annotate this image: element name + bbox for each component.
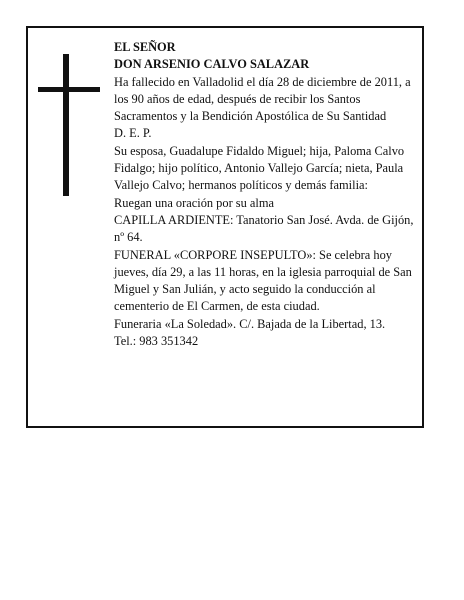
chapel-info: CAPILLA ARDIENTE: Tanatorio San José. Avda. de Gijón, nº 64. (114, 212, 414, 245)
heading-title: EL SEÑOR (114, 40, 176, 54)
rip-text: D. E. P. (114, 126, 152, 141)
death-announcement: Ha fallecido en Valladolid el día 28 de diciembre de 2011, a los 90 años de edad, después de recibir los Santos Sacramentos y la Bendición Apostólica de Su Santidad (114, 74, 411, 124)
funeral-home-info: Funeraria «La Soledad». C/. Bajada de la Libertad, 13. (114, 316, 386, 331)
deceased-name: DON ARSENIO CALVO SALAZAR (114, 57, 310, 72)
prayer-request: Ruegan una oración por su alma (114, 195, 274, 210)
funeral-info: FUNERAL «CORPORE INSEPULTO»: Se celebra hoy jueves, día 29, a las 11 horas, en la iglesia parroquial de San Miguel y San Julián, y acto seguido la conducción al cementerio de El Carmen, de esta ciudad. (114, 247, 412, 314)
obituary-text (114, 39, 420, 350)
cross-vertical-bar (63, 54, 69, 196)
family-list: Su esposa, Guadalupe Fidaldo Miguel; hija, Paloma Calvo Fidalgo; hijo político, Antonio Vallejo García; nieta, Paula Vallejo Calvo; hermanos políticos y demás familia: (114, 143, 405, 193)
latin-cross-icon (38, 54, 100, 196)
cross-horizontal-bar (38, 87, 100, 92)
phone-number: Tel.: 983 351342 (114, 334, 199, 349)
